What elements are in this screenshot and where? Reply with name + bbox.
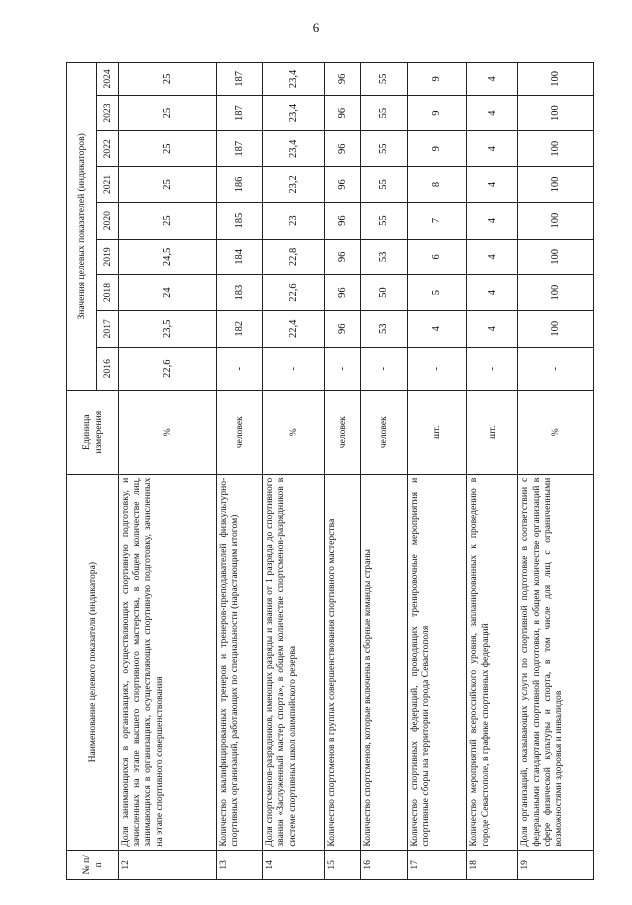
row-number: 14 xyxy=(263,850,325,879)
indicator-value: 25 xyxy=(119,167,217,203)
indicator-value: 4 xyxy=(467,167,518,203)
indicator-name: Доля организаций, оказывающих услуги по спортивной подготовке в соответствии с федеральными стандартами спортивной подготовки, в общем количестве организаций в сфере физической культуры и спорта, в том числе для лиц с ограниченными возможностями здоровья и инвалидов xyxy=(518,474,594,850)
header-num: № п/п xyxy=(67,850,119,879)
row-number: 17 xyxy=(407,850,467,879)
table-body xyxy=(119,63,594,880)
indicator-value: - xyxy=(360,347,407,390)
indicator-name: Доля спортсменов-разрядников, имеющих разряды и звания от 1 разряда до спортивного звания «Заслуженный мастер спорта», в общем количестве спортсменов-разрядников в системе спортивных школ олимпийского резерва xyxy=(263,474,325,850)
header-year: 2016 xyxy=(97,347,119,390)
table-row xyxy=(518,63,594,880)
indicator-unit: % xyxy=(119,390,217,474)
indicator-value: 100 xyxy=(518,131,594,167)
indicator-value: 55 xyxy=(360,167,407,203)
indicator-value: 25 xyxy=(119,63,217,96)
indicator-value: 25 xyxy=(119,131,217,167)
indicator-value: 55 xyxy=(360,63,407,96)
header-unit: Единица измерения xyxy=(67,390,119,474)
indicator-unit: шт. xyxy=(407,390,467,474)
table-row xyxy=(467,63,518,880)
indicator-value: 100 xyxy=(518,167,594,203)
indicator-value: 187 xyxy=(216,63,263,96)
indicator-value: 5 xyxy=(407,275,467,311)
header-year: 2019 xyxy=(97,239,119,275)
rotated-table-container xyxy=(66,62,594,880)
indicator-value: 183 xyxy=(216,275,263,311)
indicator-value: - xyxy=(216,347,263,390)
indicator-unit: человек xyxy=(216,390,263,474)
indicator-value: 4 xyxy=(467,239,518,275)
table-row xyxy=(407,63,467,880)
indicator-value: 96 xyxy=(325,202,361,239)
header-year: 2024 xyxy=(97,63,119,96)
indicator-value: 24 xyxy=(119,275,217,311)
indicator-value: 23,4 xyxy=(263,95,325,131)
indicator-value: 100 xyxy=(518,202,594,239)
indicator-value: 186 xyxy=(216,167,263,203)
indicator-value: 23,4 xyxy=(263,63,325,96)
header-year: 2018 xyxy=(97,275,119,311)
table-row xyxy=(360,63,407,880)
row-number: 16 xyxy=(360,850,407,879)
indicator-unit: % xyxy=(518,390,594,474)
indicator-value: 4 xyxy=(467,131,518,167)
indicator-value: - xyxy=(263,347,325,390)
row-number: 19 xyxy=(518,850,594,879)
indicator-unit: шт. xyxy=(467,390,518,474)
indicator-value: 4 xyxy=(467,95,518,131)
indicator-value: 96 xyxy=(325,310,361,347)
header-year: 2020 xyxy=(97,202,119,239)
indicator-name: Количество квалифицированных тренеров и тренеров-преподавателей физкультурно-спортивных организаций, работающих по специальности (нарастающим итогом) xyxy=(216,474,263,850)
indicator-value: 96 xyxy=(325,95,361,131)
indicator-value: 23,2 xyxy=(263,167,325,203)
indicator-value: 9 xyxy=(407,95,467,131)
table-row xyxy=(119,63,217,880)
indicator-value: 96 xyxy=(325,63,361,96)
indicator-value: 100 xyxy=(518,239,594,275)
header-year: 2022 xyxy=(97,131,119,167)
indicator-value: 9 xyxy=(407,131,467,167)
indicator-value: 53 xyxy=(360,310,407,347)
indicator-value: - xyxy=(518,347,594,390)
indicator-value: 96 xyxy=(325,131,361,167)
indicator-value: 7 xyxy=(407,202,467,239)
indicator-value: 100 xyxy=(518,63,594,96)
row-number: 13 xyxy=(216,850,263,879)
indicator-value: 96 xyxy=(325,167,361,203)
indicator-value: 6 xyxy=(407,239,467,275)
table-row xyxy=(216,63,263,880)
indicator-value: 22,6 xyxy=(263,275,325,311)
indicator-name: Доля занимающихся в организациях, осуществляющих спортивную подготовку, и зачисленных на этапе высшего спортивного мастерства, в общем количестве лиц, занимающихся в организациях, осуществляющих спортивную подготовку, зачисленных на этапе спортивного совершенствования xyxy=(119,474,217,850)
indicator-value: 184 xyxy=(216,239,263,275)
indicator-value: 96 xyxy=(325,275,361,311)
indicator-value: 24,5 xyxy=(119,239,217,275)
indicator-name: Количество спортсменов, которые включены в сборные команды страны xyxy=(360,474,407,850)
header-year: 2021 xyxy=(97,167,119,203)
indicator-value: 100 xyxy=(518,275,594,311)
table-row xyxy=(325,63,361,880)
indicator-value: 185 xyxy=(216,202,263,239)
indicator-value: 4 xyxy=(407,310,467,347)
indicator-value: 100 xyxy=(518,95,594,131)
indicator-value: 25 xyxy=(119,202,217,239)
indicator-name: Количество спортивных федераций, проводящих тренировочные мероприятия и спортивные сборы на территории города Севастополя xyxy=(407,474,467,850)
indicator-value: 23 xyxy=(263,202,325,239)
indicator-value: 23,5 xyxy=(119,310,217,347)
row-number: 12 xyxy=(119,850,217,879)
indicator-value: 50 xyxy=(360,275,407,311)
indicator-value: - xyxy=(407,347,467,390)
indicator-value: 55 xyxy=(360,95,407,131)
indicator-value: - xyxy=(467,347,518,390)
row-number: 18 xyxy=(467,850,518,879)
indicators-table xyxy=(66,62,594,880)
indicator-name: Количество спортсменов в группах совершенствования спортивного мастерства xyxy=(325,474,361,850)
indicator-name: Количество мероприятий всероссийского уровня, запланированных к проведению в городе Севастополе, в графике спортивных федераций xyxy=(467,474,518,850)
indicator-value: 25 xyxy=(119,95,217,131)
header-year: 2017 xyxy=(97,310,119,347)
header-name: Наименование целевого показателя (индикатора) xyxy=(67,474,119,850)
header-year: 2023 xyxy=(97,95,119,131)
row-number: 15 xyxy=(325,850,361,879)
indicator-value: 4 xyxy=(467,63,518,96)
indicator-unit: человек xyxy=(325,390,361,474)
indicator-value: 55 xyxy=(360,131,407,167)
indicator-value: 55 xyxy=(360,202,407,239)
indicator-value: 22,4 xyxy=(263,310,325,347)
table-row xyxy=(263,63,325,880)
indicator-unit: человек xyxy=(360,390,407,474)
indicator-value: 9 xyxy=(407,63,467,96)
indicator-value: 4 xyxy=(467,275,518,311)
indicator-value: 96 xyxy=(325,239,361,275)
indicator-value: 182 xyxy=(216,310,263,347)
indicator-unit: % xyxy=(263,390,325,474)
indicator-value: 22,6 xyxy=(119,347,217,390)
indicator-value: 22,8 xyxy=(263,239,325,275)
page-number: 6 xyxy=(312,20,320,35)
indicator-value: 187 xyxy=(216,131,263,167)
indicator-value: 8 xyxy=(407,167,467,203)
indicator-value: 100 xyxy=(518,310,594,347)
indicator-value: 23,4 xyxy=(263,131,325,167)
indicator-value: 53 xyxy=(360,239,407,275)
indicator-value: 4 xyxy=(467,310,518,347)
indicator-value: 187 xyxy=(216,95,263,131)
header-values: Значения целевых показателей (индикаторов) xyxy=(67,63,97,391)
indicator-value: - xyxy=(325,347,361,390)
indicator-value: 4 xyxy=(467,202,518,239)
